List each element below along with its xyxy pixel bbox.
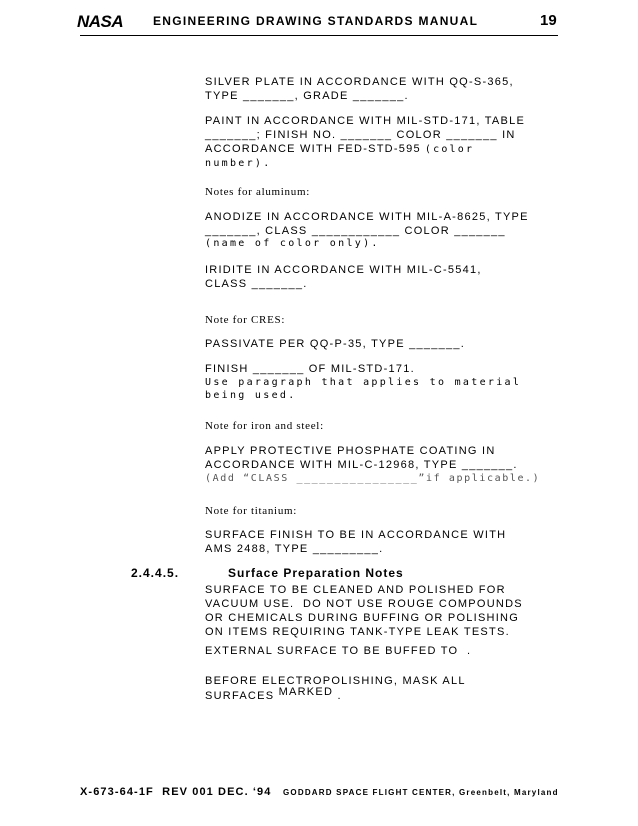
finish-line-1: FINISH _______ OF MIL-STD-171.: [205, 363, 415, 375]
phosphate-line-2: ACCORDANCE WITH MIL-C-12968, TYPE _______.: [205, 459, 518, 471]
anodize-line-2: _______, CLASS ____________ COLOR _______: [205, 225, 506, 237]
silver-line-2: TYPE _______, GRADE _______.: [205, 90, 409, 102]
note-iron-steel: Note for iron and steel:: [205, 420, 324, 432]
page-number: 19: [540, 12, 557, 29]
titanium-line-1: SURFACE FINISH TO BE IN ACCORDANCE WITH: [205, 529, 507, 541]
external-surface-line: EXTERNAL SURFACE TO BE BUFFED TO .: [205, 645, 472, 657]
note-titanium: Note for titanium:: [205, 505, 298, 517]
finish-line-3: being used.: [205, 390, 297, 401]
before-line-1: BEFORE ELECTROPOLISHING, MASK ALL: [205, 675, 466, 687]
iridite-line-1: IRIDITE IN ACCORDANCE WITH MIL-C-5541,: [205, 264, 482, 276]
phosphate-line-1: APPLY PROTECTIVE PHOSPHATE COATING IN: [205, 445, 496, 457]
before-line-2-period: .: [337, 690, 342, 702]
anodize-line-1: ANODIZE IN ACCORDANCE WITH MIL-A-8625, TYPE: [205, 211, 529, 223]
paint-line-2: _______; FINISH NO. _______ COLOR _______ IN: [205, 129, 516, 141]
footer-document-id: X-673-64-1F REV 001 DEC. ‘94: [80, 786, 272, 798]
header-title: ENGINEERING DRAWING STANDARDS MANUAL: [153, 14, 479, 28]
footer-center-name: GODDARD SPACE FLIGHT CENTER, Greenbelt, Maryland: [283, 788, 559, 797]
nasa-logo: NASA: [77, 12, 124, 31]
before-line-2: [205, 686, 342, 703]
paint-line-3-text: ACCORDANCE WITH FED-STD-595: [205, 143, 421, 155]
phosphate-line-3: (Add “CLASS ________________”if applicable.): [205, 473, 541, 484]
before-line-2-marked: MARKED: [278, 686, 334, 698]
vacuum-line-4: ON ITEMS REQUIRING TANK-TYPE LEAK TESTS.: [205, 626, 510, 638]
note-aluminum: Notes for aluminum:: [205, 186, 310, 198]
section-number: 2.4.4.5.: [131, 566, 180, 580]
paint-line-3: [205, 142, 474, 157]
vacuum-line-1: SURFACE TO BE CLEANED AND POLISHED FOR: [205, 584, 506, 596]
finish-line-2: Use paragraph that applies to material: [205, 377, 522, 388]
paint-line-3-mono: (color: [424, 144, 475, 155]
vacuum-line-2: VACUUM USE. DO NOT USE ROUGE COMPOUNDS: [205, 598, 523, 610]
section-title: Surface Preparation Notes: [228, 566, 404, 580]
vacuum-line-3: OR CHEMICALS DURING BUFFING OR POLISHING: [205, 612, 520, 624]
header-rule: [80, 35, 558, 36]
titanium-line-2: AMS 2488, TYPE _________.: [205, 543, 384, 555]
iridite-line-2: CLASS _______.: [205, 278, 308, 290]
before-line-2-surfaces: SURFACES: [205, 690, 275, 702]
anodize-line-3: (name of color only).: [205, 238, 380, 249]
silver-line-1: SILVER PLATE IN ACCORDANCE WITH QQ-S-365,: [205, 76, 514, 88]
paint-line-1: PAINT IN ACCORDANCE WITH MIL-STD-171, TABLE: [205, 115, 526, 127]
note-cres: Note for CRES:: [205, 314, 286, 326]
passivate-line: PASSIVATE PER QQ-P-35, TYPE _______.: [205, 338, 466, 350]
paint-line-4: number).: [205, 158, 272, 169]
